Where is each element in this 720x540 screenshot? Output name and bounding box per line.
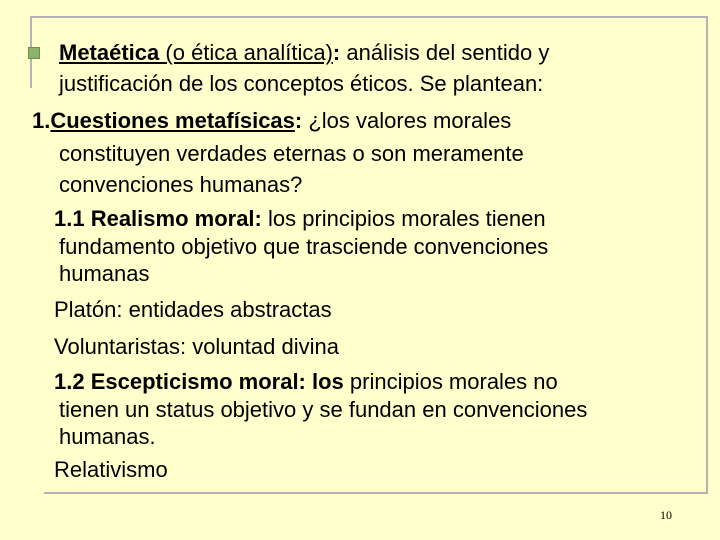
plato-line: Platón: entidades abstractas — [54, 297, 332, 322]
frame-right-border — [706, 16, 708, 494]
realism-title: 1.1 Realismo moral: — [54, 206, 262, 231]
intro-line-2: justificación de los conceptos éticos. Se plantean: — [59, 71, 544, 96]
intro-rest: análisis del sentido y — [340, 40, 550, 65]
realism-line-1 — [54, 206, 546, 232]
slide-number: 10 — [660, 508, 672, 522]
frame-bottom-border — [44, 492, 708, 494]
question-1-title: Cuestiones metafísicas — [50, 108, 295, 133]
question-1-colon: : — [294, 108, 303, 133]
question-1-number: 1. — [32, 108, 51, 133]
relativism-line: Relativismo — [54, 457, 168, 482]
voluntarists-line: Voluntaristas: voluntad divina — [54, 334, 339, 359]
question-1-rest: ¿los valores morales — [302, 108, 512, 133]
question-1-line-1 — [32, 108, 511, 134]
intro-line-1 — [59, 40, 549, 66]
realism-line-3: humanas — [59, 261, 150, 286]
skepticism-line-3: humanas. — [59, 424, 156, 449]
intro-colon: : — [332, 40, 341, 65]
skepticism-title: 1.2 Escepticismo moral: los — [54, 369, 344, 394]
metaethics-term: Metaética — [59, 40, 166, 65]
skepticism-line-2: tienen un status objetivo y se fundan en convenciones — [59, 397, 588, 422]
skepticism-rest: principios morales no — [343, 369, 558, 394]
metaethics-paren: (o ética analítica) — [165, 40, 333, 65]
skepticism-line-1 — [54, 369, 558, 395]
realism-line-2: fundamento objetivo que trasciende convenciones — [59, 234, 549, 259]
question-1-line-3: convenciones humanas? — [59, 172, 303, 197]
square-bullet-icon — [28, 47, 40, 59]
question-1-line-2: constituyen verdades eternas o son meramente — [59, 141, 524, 166]
realism-rest: los principios morales tienen — [261, 206, 546, 231]
frame-top-border — [30, 16, 708, 18]
